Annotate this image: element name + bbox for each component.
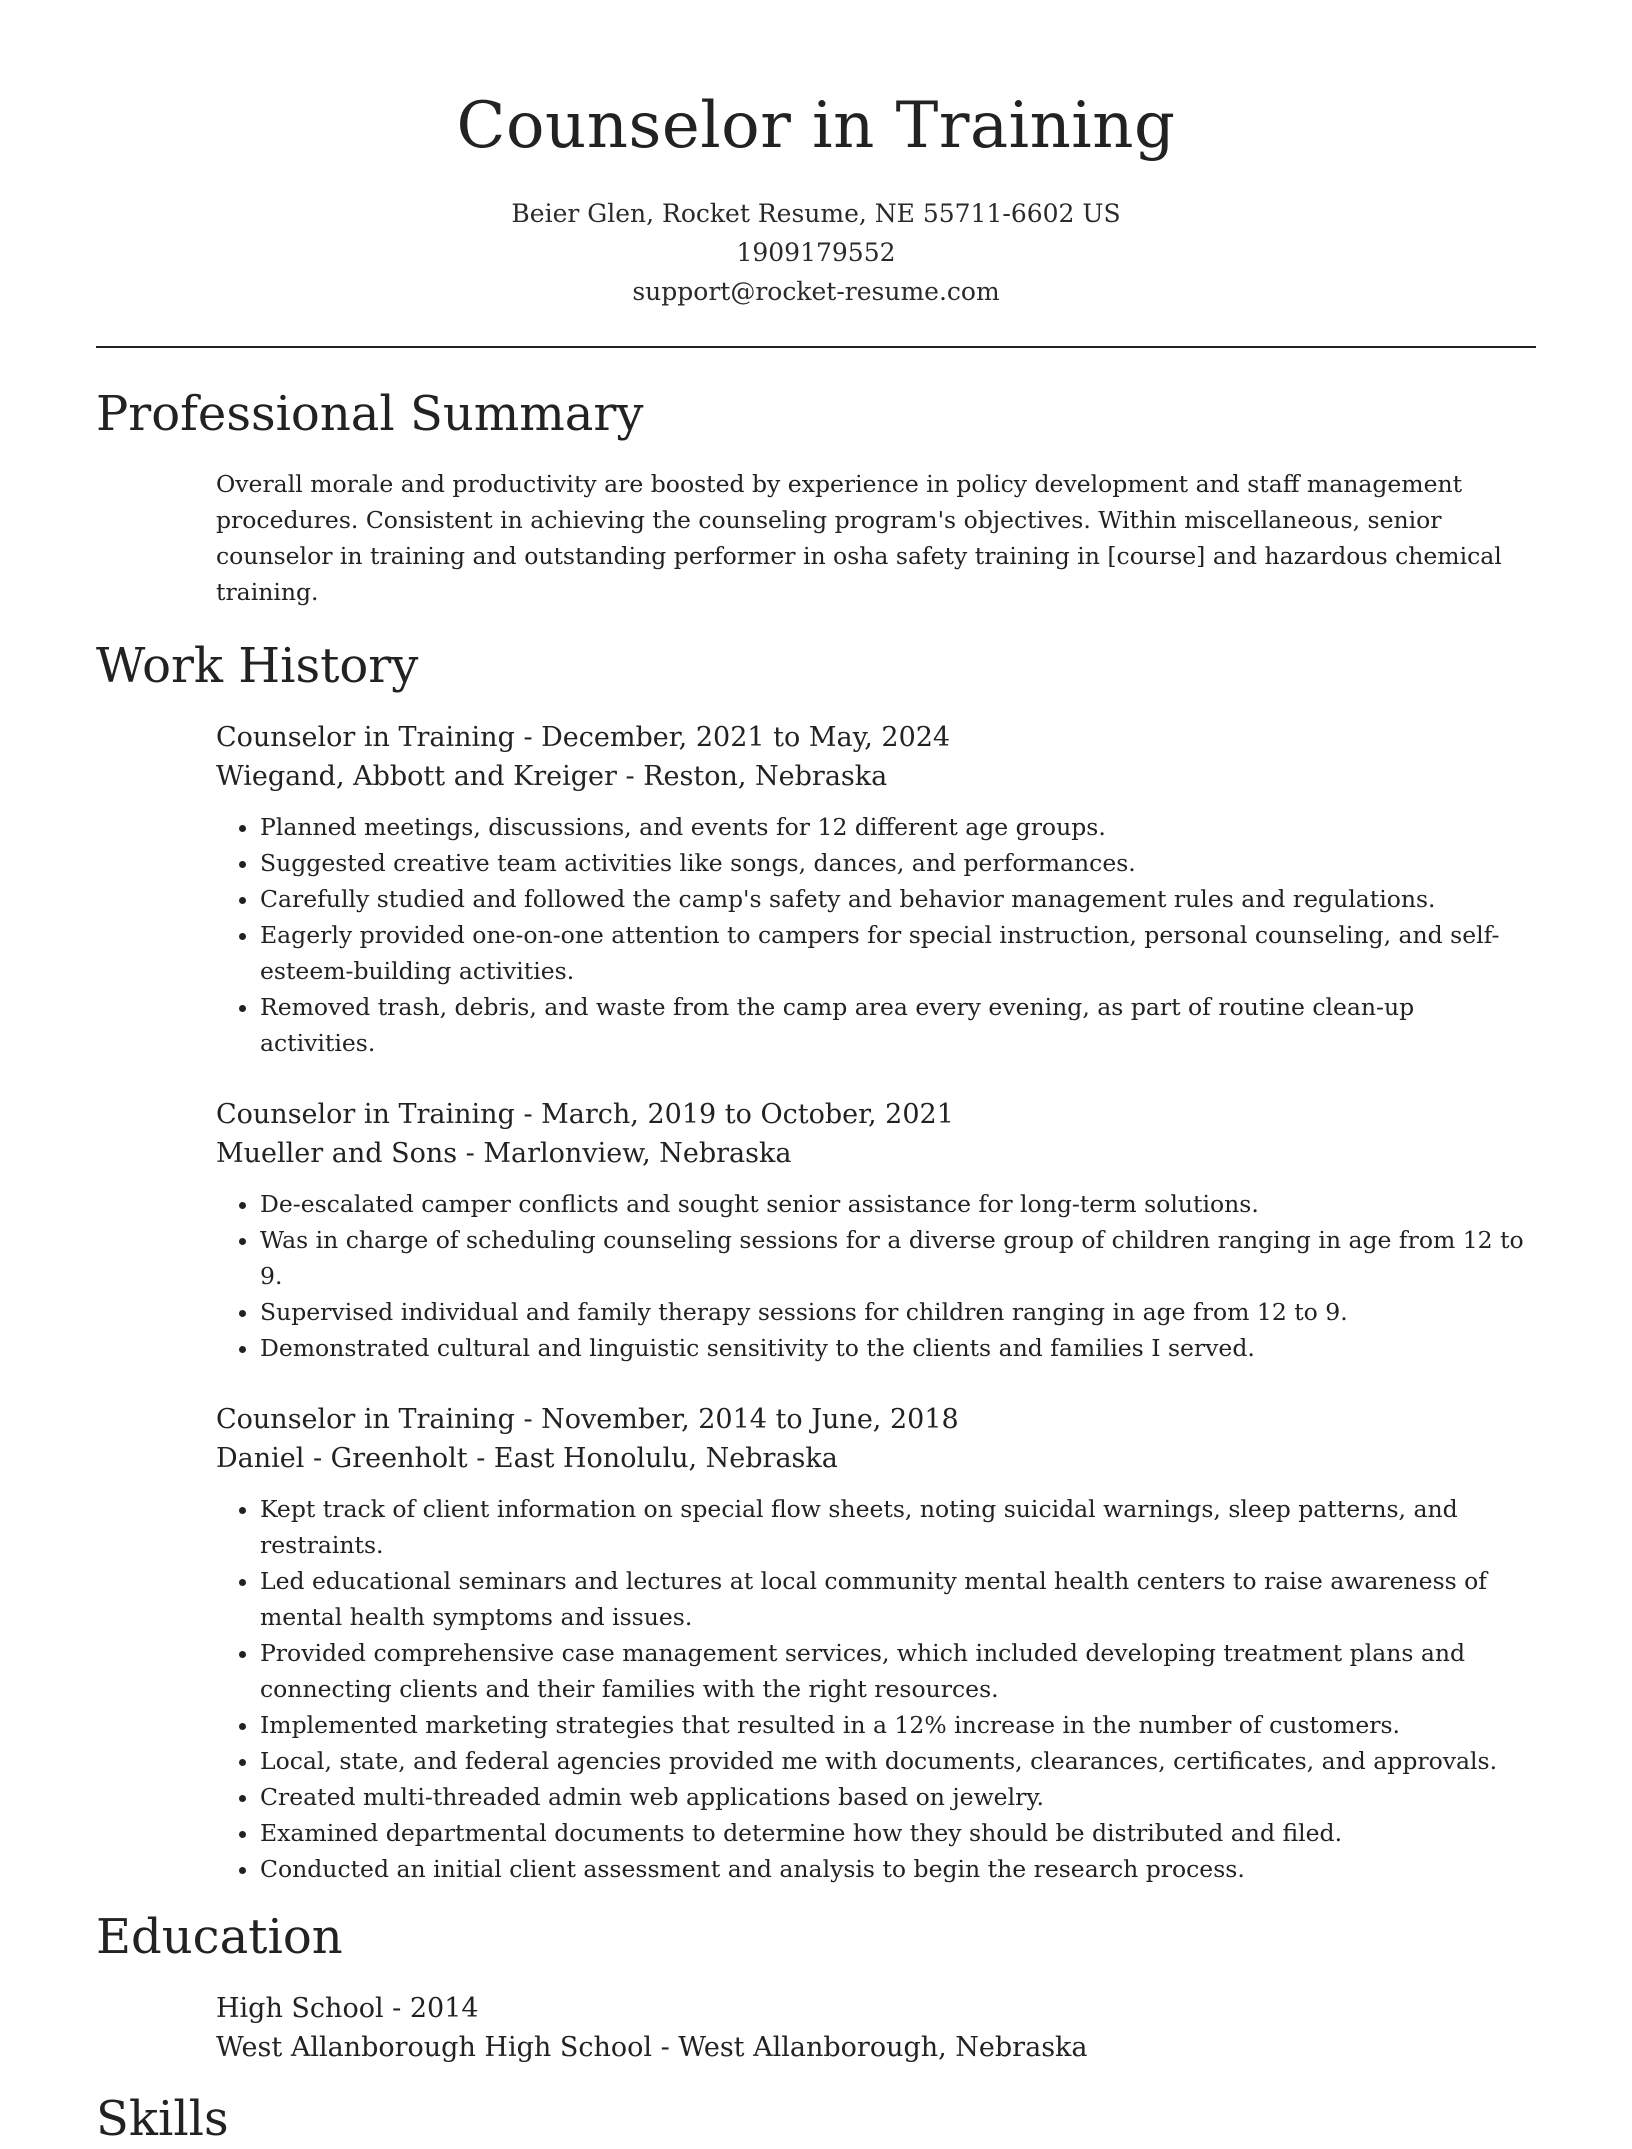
section-title-education: Education xyxy=(96,1909,343,1965)
contact-email: support@rocket-resume.com xyxy=(632,277,1000,306)
list-item: • Suggested creative team activities like songs, dances, and performances. xyxy=(260,845,1536,881)
job-entry xyxy=(216,1095,1536,1366)
resume-page xyxy=(96,0,1536,2149)
job-bullet-list xyxy=(216,809,1536,1061)
job-title-dates: Counselor in Training - November, 2014 to June, 2018 xyxy=(216,1404,959,1435)
list-item: • Planned meetings, discussions, and events for 12 different age groups. xyxy=(260,809,1536,845)
job-entry xyxy=(216,718,1536,1061)
job-title-dates: Counselor in Training - December, 2021 to May, 2024 xyxy=(216,722,951,753)
job-title-dates: Counselor in Training - March, 2019 to October, 2021 xyxy=(216,1099,954,1130)
job-company-location: Daniel - Greenholt - East Honolulu, Nebraska xyxy=(216,1443,838,1474)
job-bullet-list xyxy=(216,1186,1536,1366)
education-degree-year: High School - 2014 xyxy=(216,1993,479,2024)
job-company-location: Mueller and Sons - Marlonview, Nebraska xyxy=(216,1138,792,1169)
section-work-history xyxy=(96,636,1536,1887)
candidate-name: Counselor in Training xyxy=(456,89,1176,163)
education-entry xyxy=(216,1989,1536,2067)
section-title-skills: Skills xyxy=(96,2091,229,2147)
contact-block xyxy=(96,194,1536,311)
section-title-work: Work History xyxy=(96,638,419,694)
list-item: • Supervised individual and family therapy sessions for children ranging in age from 12 to 9. xyxy=(260,1294,1536,1330)
list-item: • Was in charge of scheduling counseling sessions for a diverse group of children ranging in age from 12 to 9. xyxy=(260,1222,1536,1294)
section-skills xyxy=(96,2089,1536,2149)
contact-phone: 1909179552 xyxy=(736,238,896,267)
section-title-summary: Professional Summary xyxy=(96,386,644,442)
job-entry xyxy=(216,1400,1536,1887)
summary-text: Overall morale and productivity are boosted by experience in policy development and staff management procedures. Consistent in achieving the counseling program's objectives. Within miscellaneous, senior counselor in training and outstanding performer in osha safety training in [course] and hazardous chemical training. xyxy=(216,470,1502,606)
list-item: • Carefully studied and followed the camp's safety and behavior management rules and regulations. xyxy=(260,881,1536,917)
header-divider xyxy=(96,346,1536,348)
job-bullet-list xyxy=(216,1491,1536,1887)
section-professional-summary xyxy=(96,384,1536,610)
list-item: • Examined departmental documents to determine how they should be distributed and filed. xyxy=(260,1815,1536,1851)
contact-address: Beier Glen, Rocket Resume, NE 55711-6602 US xyxy=(511,199,1121,228)
list-item: • Demonstrated cultural and linguistic sensitivity to the clients and families I served. xyxy=(260,1330,1536,1366)
list-item: • Local, state, and federal agencies provided me with documents, clearances, certificates, and approvals. xyxy=(260,1743,1536,1779)
list-item: • Conducted an initial client assessment and analysis to begin the research process. xyxy=(260,1851,1536,1887)
section-education xyxy=(96,1907,1536,2067)
resume-header xyxy=(96,0,1536,311)
list-item: • Led educational seminars and lectures at local community mental health centers to raise awareness of mental health symptoms and issues. xyxy=(260,1563,1536,1635)
list-item: • Provided comprehensive case management services, which included developing treatment plans and connecting clients and their families with the right resources. xyxy=(260,1635,1536,1707)
list-item: • Implemented marketing strategies that resulted in a 12% increase in the number of customers. xyxy=(260,1707,1536,1743)
list-item: • De-escalated camper conflicts and sought senior assistance for long-term solutions. xyxy=(260,1186,1536,1222)
list-item: • Eagerly provided one-on-one attention to campers for special instruction, personal counseling, and self-esteem-building activities. xyxy=(260,917,1536,989)
list-item: • Created multi-threaded admin web applications based on jewelry. xyxy=(260,1779,1536,1815)
job-company-location: Wiegand, Abbott and Kreiger - Reston, Nebraska xyxy=(216,761,888,792)
education-school-location: West Allanborough High School - West Allanborough, Nebraska xyxy=(216,2032,1088,2063)
list-item: • Removed trash, debris, and waste from the camp area every evening, as part of routine clean-up activities. xyxy=(260,989,1536,1061)
list-item: • Kept track of client information on special flow sheets, noting suicidal warnings, sleep patterns, and restraints. xyxy=(260,1491,1536,1563)
